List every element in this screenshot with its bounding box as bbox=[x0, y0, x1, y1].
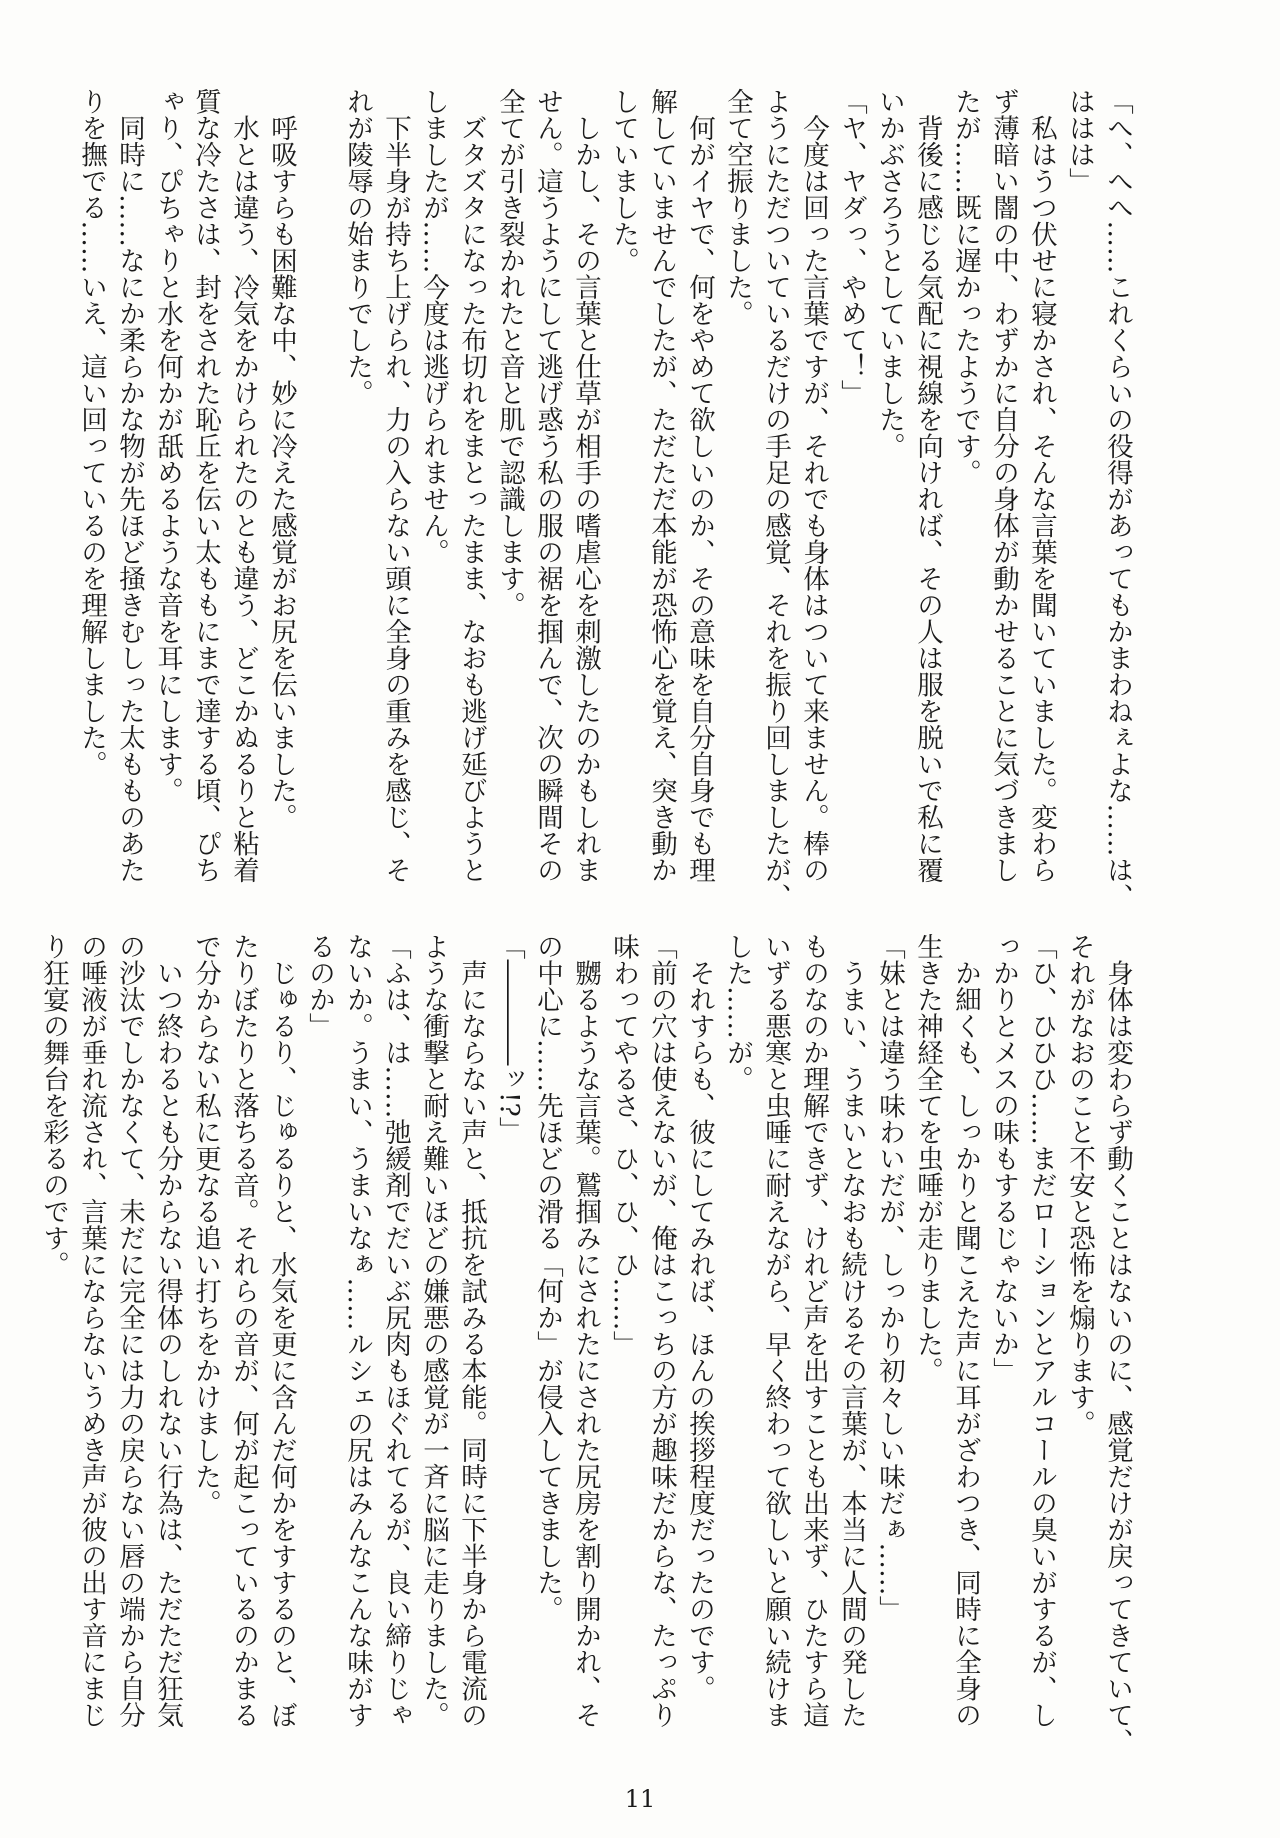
text-column: 水とは違う、冷気をかけられたのとも違う、どこかぬるりと粘着 bbox=[228, 88, 259, 883]
text-column: 全て空振りました。 bbox=[722, 88, 753, 327]
text-column: ず薄暗い闇の中、わずかに自分の身体が動かせることに気づきまし bbox=[988, 88, 1019, 883]
text-column: ないか。うまい、うまいなぁ……ルシェの尻はみんなこんな味がす bbox=[342, 933, 373, 1728]
text-column: の沙汰でしかなくて、未だに完全には力の戻らない唇の端から自分 bbox=[114, 933, 145, 1728]
text-column: 解していませんでしたが、ただただ本能が恐怖心を覚え、突き動か bbox=[646, 88, 677, 883]
text-column: 今度は回った言葉ですが、それでも身体はついて来ません。棒の bbox=[798, 88, 829, 883]
text-column: それがなおのこと不安と恐怖を煽ります。 bbox=[1064, 933, 1095, 1437]
text-column: 下半身が持ち上げられ、力の入らない頭に全身の重みを感じ、そ bbox=[380, 88, 411, 883]
text-column: ものなのか理解できず、けれど声を出すことも出来ず、ひたすら這 bbox=[798, 933, 829, 1728]
text-column: 「ヤ、ヤダっ、やめて！」 bbox=[836, 88, 867, 406]
text-column: 私はうつ伏せに寝かされ、そんな言葉を聞いていました。変わら bbox=[1026, 88, 1057, 883]
text-column: 身体は変わらず動くことはないのに、感覚だけが戻ってきていて、 bbox=[1102, 933, 1133, 1755]
text-column: いかぶさろうとしていました。 bbox=[874, 88, 905, 459]
text-column: 「――――ッ!?」 bbox=[494, 933, 525, 1144]
text-column: 「ひ、ひひひ……まだローションとアルコールの臭いがするが、し bbox=[1026, 933, 1057, 1728]
text-column: 嬲るような言葉。鷲掴みにされたにされた尻房を割り開かれ、そ bbox=[570, 933, 601, 1728]
text-block-bottom bbox=[38, 933, 1136, 1755]
text-column: の唾液が垂れ流され、言葉にならないうめき声が彼の出す音にまじ bbox=[76, 933, 107, 1728]
text-column: 生きた神経全てを虫唾が走りました。 bbox=[912, 933, 943, 1384]
text-column: 「ふは、は……弛緩剤でだいぶ尻肉もほぐれてるが、良い締りじゃ bbox=[380, 933, 411, 1728]
text-column: ゃり、ぴちゃりと水を何かが舐めるような音を耳にします。 bbox=[152, 88, 183, 804]
text-column: れが陵辱の始まりでした。 bbox=[342, 88, 373, 406]
text-column: ははは」 bbox=[1064, 88, 1095, 194]
text-column: しかし、その言葉と仕草が相手の嗜虐心を刺激したのかもしれま bbox=[570, 88, 601, 883]
text-column: 「妹とは違う味わいだが、しっかり初々しい味だぁ……」 bbox=[874, 933, 905, 1622]
text-column: 声にならない声と、抵抗を試みる本能。同時に下半身から電流の bbox=[456, 933, 487, 1728]
text-column: ようにただついているだけの手足の感覚、それを振り回しましたが、 bbox=[760, 88, 791, 910]
text-column: うまい、うまいとなおも続けるその言葉が、本当に人間の発した bbox=[836, 933, 867, 1728]
text-column: ズタズタになった布切れをまとったまま、なおも逃げ延びようと bbox=[456, 88, 487, 883]
text-block-top bbox=[76, 88, 1136, 910]
text-column: の中心に……先ほどの滑る「何か」が侵入してきました。 bbox=[532, 933, 563, 1622]
text-column: 質な冷たさは、封をされた恥丘を伝い太ももにまで達する頃、ぴち bbox=[190, 88, 221, 883]
text-column: いずる悪寒と虫唾に耐えながら、早く終わって欲しいと願い続けま bbox=[760, 933, 791, 1728]
text-column: それすらも、彼にしてみれば、ほんの挨拶程度だったのです。 bbox=[684, 933, 715, 1702]
text-column: していました。 bbox=[608, 88, 639, 274]
text-column: 味わってやるさ、ひ、ひ、ひ……」 bbox=[608, 933, 639, 1357]
text-column: 呼吸すらも困難な中、妙に冷えた感覚がお尻を伝いました。 bbox=[266, 88, 297, 830]
text-column: たが……既に遅かったようです。 bbox=[950, 88, 981, 486]
text-column: るのか」 bbox=[304, 933, 335, 1039]
text-column: っかりとメスの味もするじゃないか」 bbox=[988, 933, 1019, 1384]
text-column: した……が。 bbox=[722, 933, 753, 1092]
text-column: しましたが……今度は逃げられません。 bbox=[418, 88, 449, 565]
text-column: 「へ、へへ……これくらいの役得があってもかまわねぇよな……は、 bbox=[1102, 88, 1133, 910]
text-column: いつ終わるとも分からない得体のしれない行為は、ただただ狂気 bbox=[152, 933, 183, 1728]
text-column: 「前の穴は使えないが、俺はこっちの方が趣味だからな、たっぷり bbox=[646, 933, 677, 1728]
text-column: 背後に感じる気配に視線を向ければ、その人は服を脱いで私に覆 bbox=[912, 88, 943, 883]
text-column: たりぼたりと落ちる音。それらの音が、何が起こっているのかまる bbox=[228, 933, 259, 1728]
text-column: 同時に……なにか柔らかな物が先ほど掻きむしった太もものあた bbox=[114, 88, 145, 883]
text-column: じゅるり、じゅるりと、水気を更に含んだ何かをすするのと、ぼ bbox=[266, 933, 297, 1728]
text-column: で分からない私に更なる追い打ちをかけました。 bbox=[190, 933, 221, 1516]
text-column: りを撫でる……いえ、這い回っているのを理解しました。 bbox=[76, 88, 107, 777]
text-column: ような衝撃と耐え難いほどの嫌悪の感覚が一斉に脳に走りました。 bbox=[418, 933, 449, 1728]
text-column: せん。這うようにして逃げ惑う私の服の裾を掴んで、次の瞬間その bbox=[532, 88, 563, 883]
text-column: 全てが引き裂かれたと音と肌で認識します。 bbox=[494, 88, 525, 618]
page-number: 11 bbox=[624, 1785, 656, 1813]
text-column: り狂宴の舞台を彩るのです。 bbox=[38, 933, 69, 1278]
text-column bbox=[300, 88, 338, 800]
text-column: 何がイヤで、何をやめて欲しいのか、その意味を自分自身でも理 bbox=[684, 88, 715, 883]
text-column: か細くも、しっかりと聞こえた声に耳がざわつき、同時に全身の bbox=[950, 933, 981, 1728]
